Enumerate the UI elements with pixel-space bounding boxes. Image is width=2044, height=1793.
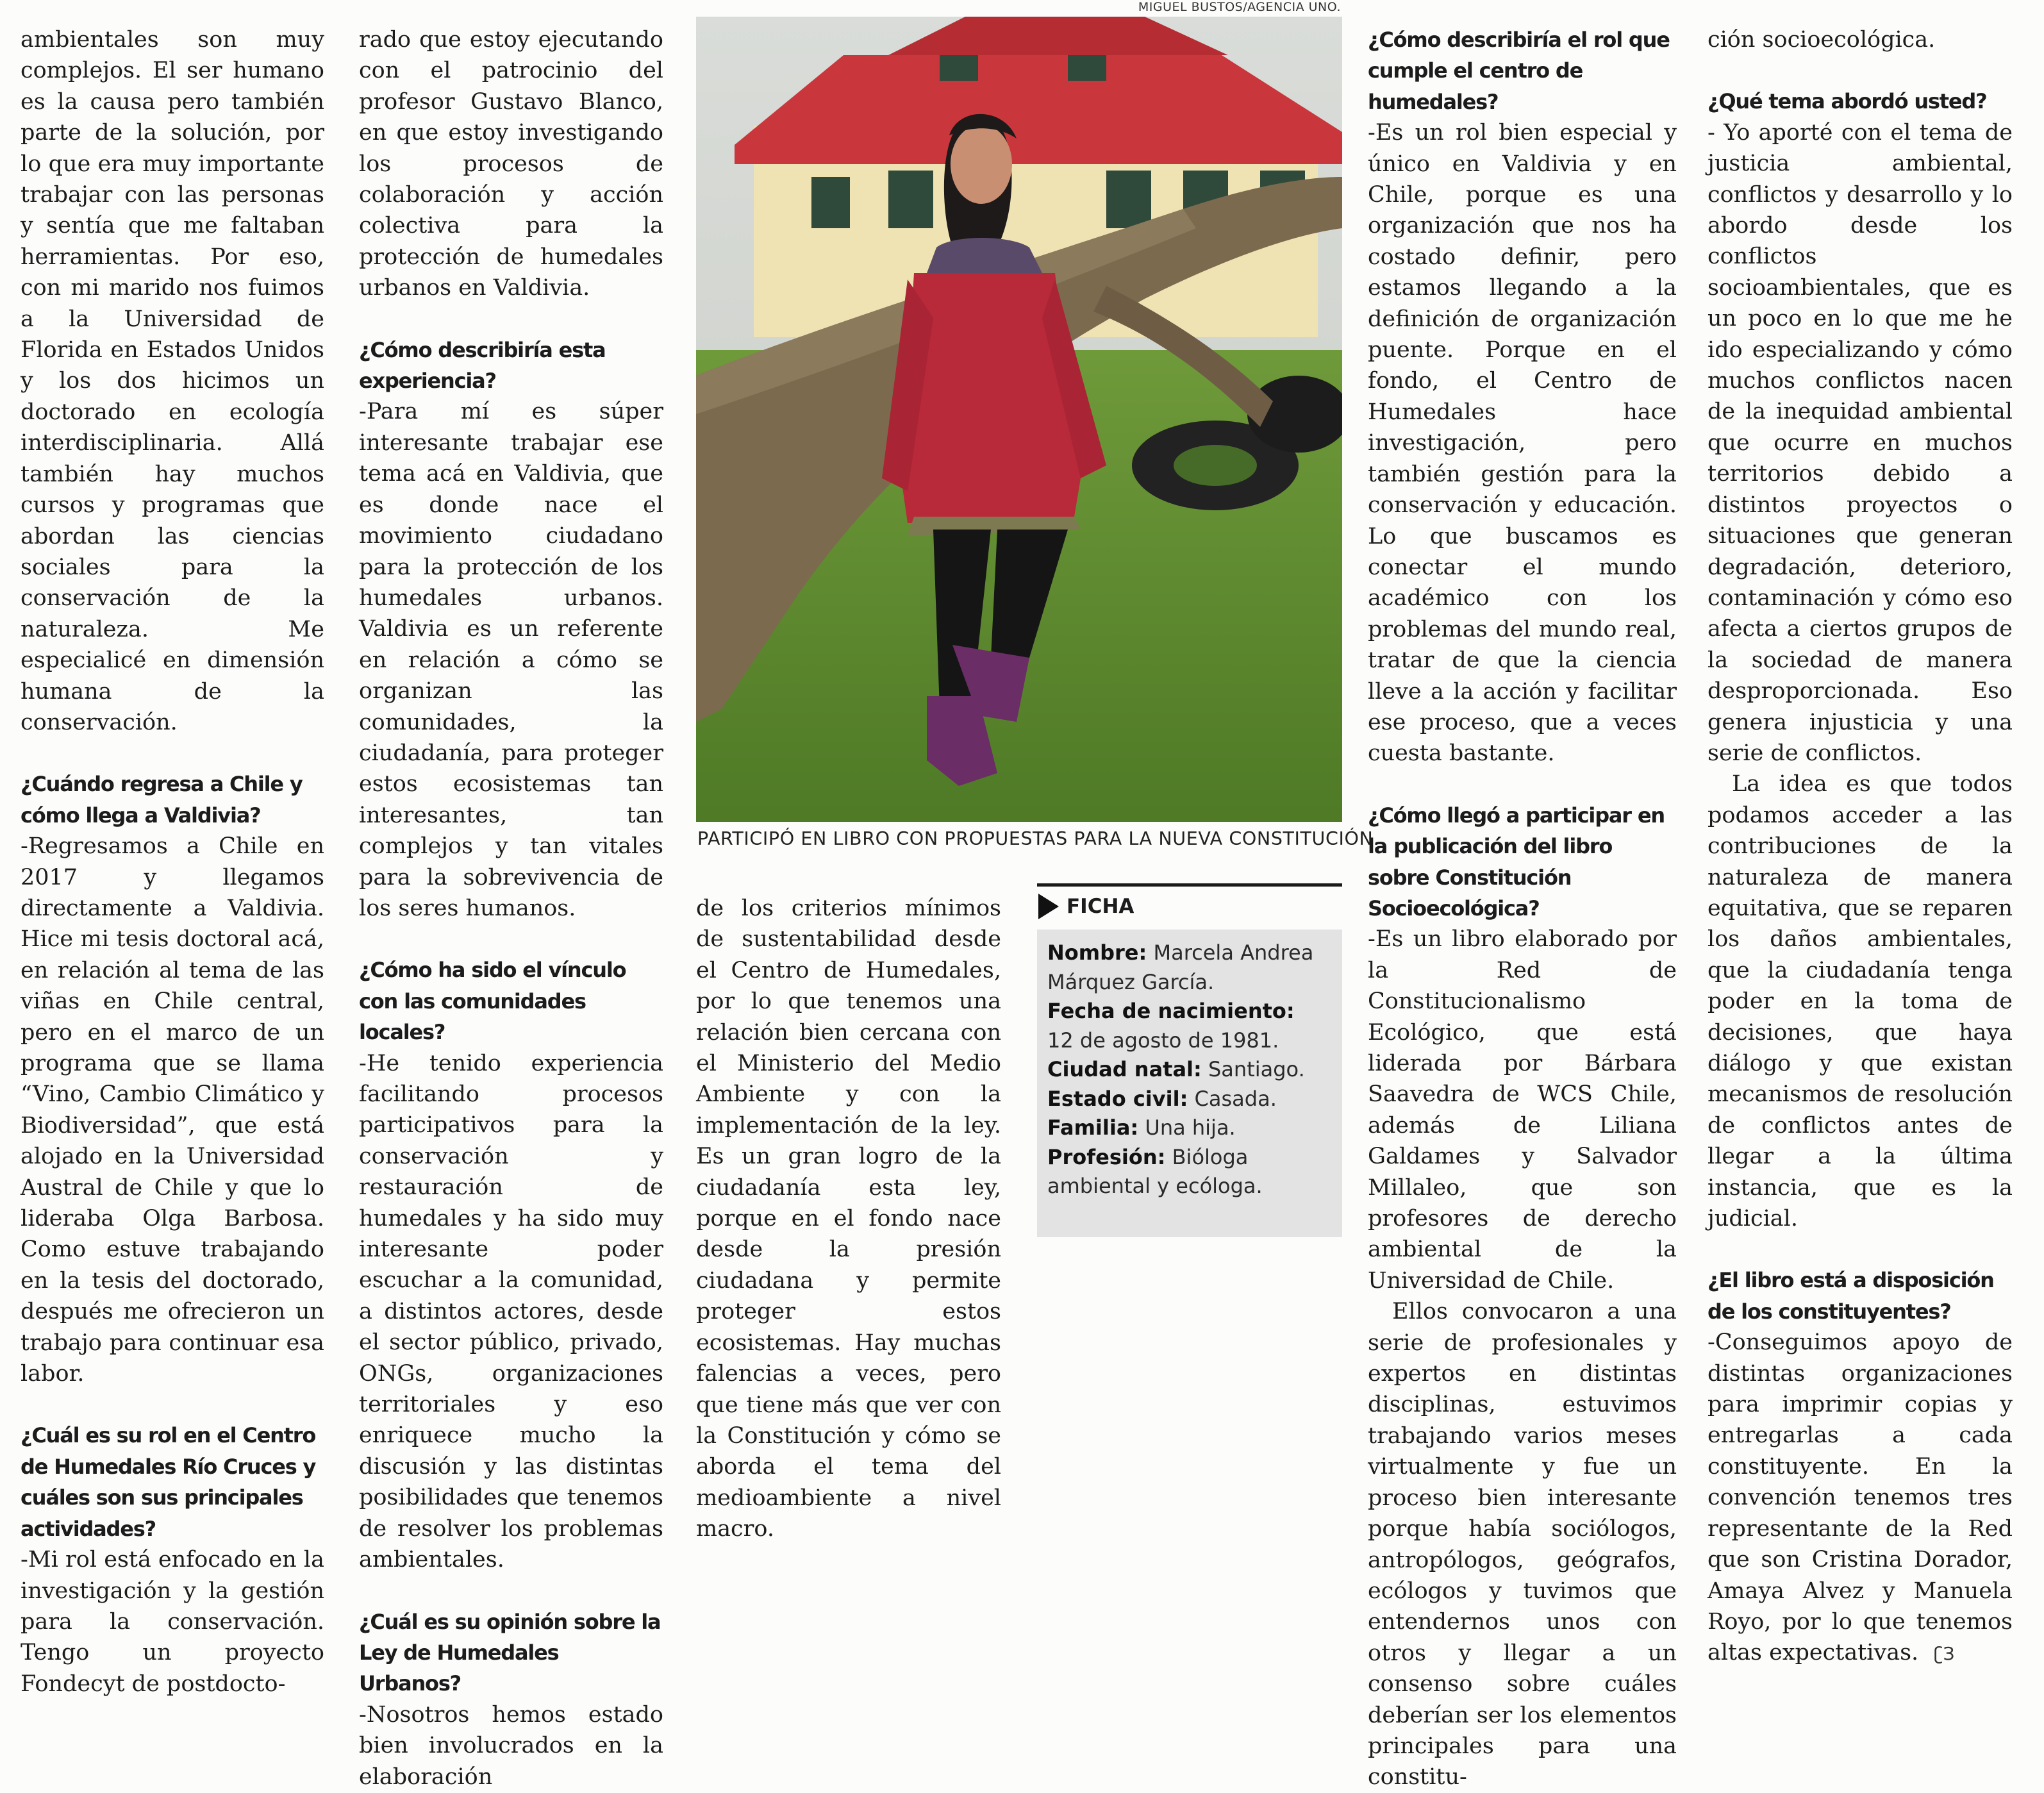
- question-heading: ¿Cómo llegó a participar en la publicación del libro sobre Constitución Socioecológica?: [1368, 803, 1665, 921]
- answer-paragraph: -Mi rol está enfocado en la investigación y la gestión para la conservación. Tengo un proyecto Fondecyt de postdocto-: [21, 1547, 324, 1697]
- answer-paragraph: -Es un libro elaborado por la Red de Constitucionalismo Ecológico, que está liderada por Bárbara Saavedra de WCS Chile, además de Liliana Galdames y Salvador Millaleo, que son profesores de derecho ambiental de la Universidad de Chile.: [1368, 926, 1677, 1294]
- paragraph: rado que estoy ejecutando con el patrocinio del profesor Gustavo Blanco, en que estoy investigando los procesos de colaboración y acción colectiva para la protección de humedales urbanos en Valdivia.: [359, 27, 663, 301]
- article-column-4: [1368, 24, 1677, 1793]
- ficha-divider: [1037, 883, 1342, 887]
- photo-credit: MIGUEL BUSTOS/AGENCIA UNO.: [1138, 0, 1341, 14]
- portrait-photo-illustration: [696, 17, 1342, 822]
- question-heading: ¿El libro está a disposición de los constituyentes?: [1707, 1268, 1994, 1324]
- question-heading: ¿Cuándo regresa a Chile y cómo llega a Valdivia?: [21, 772, 303, 828]
- ficha-box: [1037, 930, 1342, 1237]
- ficha-row-profesion: Profesión: Bióloga ambiental y ecóloga.: [1047, 1144, 1263, 1198]
- answer-paragraph: - Yo aporté con el tema de justicia ambiental, conflictos y desarrollo y lo abordo desde los conflictos socioambientales, que es un poco en lo que me he ido especializando y cómo muchos conflictos nacen de la inequidad ambiental que ocurre en muchos territorios debido a distintos proyectos o situaciones que generan degradación, deterioro, contaminación y cómo eso afecta a ciertos grupos de la sociedad de manera desproporcionada. Eso genera injusticia y una serie de conflictos.: [1707, 119, 2013, 766]
- ficha-row-familia: Familia: Una hija.: [1047, 1115, 1236, 1140]
- paragraph: de los criterios mínimos de sustentabilidad desde el Centro de Humedales, por lo que tenemos una relación bien cercana con el Ministerio del Medio Ambiente y con la implementación de la ley. Es un gran logro de la ciudadanía esta ley, porque en el fondo nace desde la presión ciudadana y permite proteger estos ecosistemas. Hay muchas falencias a veces, pero que tiene más que ver con la Constitución y cómo se aborda el tema del medioambiente a nivel macro.: [696, 896, 1001, 1542]
- end-mark-icon: ʗЗ: [1934, 1643, 1955, 1665]
- answer-paragraph: -He tenido experiencia facilitando procesos participativos para la conservación y restauración de humedales y ha sido muy interesante poder escuchar a la comunidad, a distintos actores, desde el sector público, privado, ONGs, organizaciones territoriales y eso enriquece mucho la discusión y las distintas posibilidades que tenemos de resolver los problemas ambientales.: [359, 1050, 663, 1573]
- question-heading: ¿Cuál es su opinión sobre la Ley de Humedales Urbanos?: [359, 1609, 661, 1696]
- ficha-header: [1038, 892, 1134, 921]
- play-triangle-icon: [1038, 894, 1059, 919]
- article-column-3: [696, 893, 1001, 1545]
- ficha-row-ciudad: Ciudad natal: Santiago.: [1047, 1057, 1305, 1081]
- question-heading: ¿Cómo ha sido el vínculo con las comunidades locales?: [359, 958, 626, 1045]
- portrait-photo: [696, 17, 1342, 822]
- paragraph: ambientales son muy complejos. El ser humano es la causa pero también parte de la solución, por lo que era muy importante trabajar con las personas y sentía que me faltaban herramientas. Por eso, con mi marido nos fuimos a la Universidad de Florida en Estados Unidos y los dos hicimos un doctorado en ecología interdisciplinaria. Allá también hay muchos cursos y programas que abordan las ciencias sociales para la conservación de la naturaleza. Me especialicé en dimensión humana de la conservación.: [21, 27, 324, 735]
- ficha-row-estado: Estado civil: Casada.: [1047, 1086, 1277, 1111]
- paragraph: La idea es que todos podamos acceder a las contribuciones de la naturaleza de manera equitativa, que se reparen los daños ambientales, que la ciudadanía tenga poder en la toma de decisiones, que haya diálogo y que existan mecanismos de resolución de conflictos antes de llegar a la última instancia, que es la judicial.: [1707, 771, 2013, 1232]
- question-heading: ¿Cómo describiría esta experiencia?: [359, 337, 606, 394]
- answer-paragraph: -Para mí es súper interesante trabajar ese tema acá en Valdivia, que es donde nace el movimiento ciudadano para la protección de los humedales urbanos. Valdivia es un referente en relación a cómo se organizan las comunidades, la ciudadanía, para proteger estos ecosistemas tan interesantes, tan complejos y tan vitales para la sobrevivencia de los seres humanos.: [359, 399, 663, 921]
- article-column-5: [1707, 24, 2013, 1670]
- answer-paragraph: -Regresamos a Chile en 2017 y llegamos directamente a Valdivia. Hice mi tesis doctoral acá, en relación al tema de las viñas en Chile central, pero en el marco de un programa que se llama “Vino, Cambio Climático y Biodiversidad”, que está alojado en la Universidad Austral de Chile y que lo lideraba Olga Barbosa. Como estuve trabajando en la tesis del doctorado, después me ofrecieron un trabajo para continuar esa labor.: [21, 833, 324, 1387]
- answer-paragraph: -Es un rol bien especial y único en Valdivia y en Chile, porque es una organización que nos ha costado definir, pero estamos llegando a la definición de organización puente. Porque en el fondo, el Centro de Humedales hace investigación, pero también gestión para la conservación y educación. Lo que buscamos es conectar el mundo académico con los problemas del mundo real, tratar de que la ciencia lleve a la acción y facilitar ese proceso, que a veces cuesta bastante.: [1368, 120, 1677, 767]
- answer-paragraph: -Nosotros hemos estado bien involucrados en la elaboración: [359, 1701, 663, 1790]
- article-column-1: [21, 24, 324, 1699]
- paragraph: Ellos convocaron a una serie de profesionales y expertos en distintas disciplinas, estuvimos trabajando varios meses virtualmente y fue un proceso bien interesante porque había sociólogos, antropólogos, geógrafos, ecólogos y tuvimos que entendernos unos con otros y llegar a un consenso sobre cuáles deberían ser los elementos principales para una constitu-: [1368, 1299, 1677, 1790]
- question-heading: ¿Cuál es su rol en el Centro de Humedales Río Cruces y cuáles son sus principales actividades?: [21, 1423, 316, 1541]
- ficha-title: FICHA: [1067, 895, 1134, 918]
- question-heading: ¿Cómo describiría el rol que cumple el centro de humedales?: [1368, 28, 1670, 114]
- paragraph: ción socioecológica.: [1707, 27, 1936, 53]
- answer-paragraph: -Conseguimos apoyo de distintas organizaciones para imprimir copias y entregarlas a cada constituyente. En la convención tenemos tres representante de la Red que son Cristina Dorador, Amaya Alvez y Manuela Royo, por lo que tenemos altas expectativas. ʗЗ: [1707, 1330, 2013, 1666]
- article-column-2: [359, 24, 663, 1792]
- ficha-row-nacimiento: Fecha de nacimiento: 12 de agosto de 1981.: [1047, 999, 1295, 1053]
- ficha-row-nombre: Nombre: Marcela Andrea Márquez García.: [1047, 940, 1314, 994]
- question-heading: ¿Qué tema abordó usted?: [1707, 89, 1987, 114]
- photo-caption: PARTICIPÓ EN LIBRO CON PROPUESTAS PARA LA NUEVA CONSTITUCIÓN.: [697, 828, 1380, 849]
